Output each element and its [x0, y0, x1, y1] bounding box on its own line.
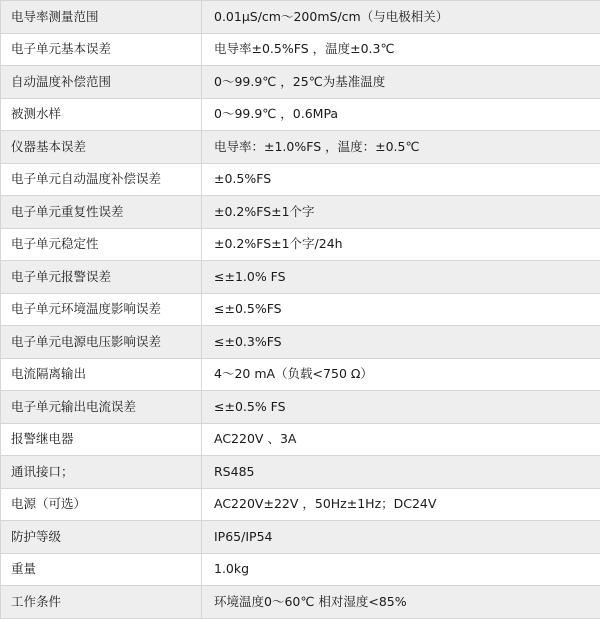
- parameter-value-cell: 1.0kg: [202, 553, 600, 586]
- parameter-value-cell: 环境温度0～60℃ 相对湿度<85%: [202, 586, 600, 619]
- table-row: [1, 228, 600, 261]
- parameter-name-cell: 电导率测量范围: [1, 1, 202, 34]
- parameter-value-cell: ≤±1.0% FS: [202, 261, 600, 294]
- parameter-name-cell: 电子单元重复性误差: [1, 196, 202, 229]
- table-row: [1, 33, 600, 66]
- parameter-name-cell: 电子单元基本误差: [1, 33, 202, 66]
- table-row: [1, 293, 600, 326]
- parameter-name-cell: 自动温度补偿范围: [1, 66, 202, 99]
- parameter-value-cell: 4～20 mA（负载<750 Ω）: [202, 358, 600, 391]
- parameter-name-cell: 报警继电器: [1, 423, 202, 456]
- parameter-name-cell: 被测水样: [1, 98, 202, 131]
- table-row: [1, 358, 600, 391]
- parameter-name-cell: 电子单元稳定性: [1, 228, 202, 261]
- table-row: [1, 196, 600, 229]
- parameter-value-cell: ≤±0.5%FS: [202, 293, 600, 326]
- table-row: [1, 423, 600, 456]
- parameter-value-cell: RS485: [202, 456, 600, 489]
- parameter-value-cell: IP65/IP54: [202, 521, 600, 554]
- parameter-value-cell: ±0.2%FS±1个字/24h: [202, 228, 600, 261]
- table-row: [1, 553, 600, 586]
- table-row: [1, 456, 600, 489]
- table-row: [1, 586, 600, 619]
- parameter-name-cell: 工作条件: [1, 586, 202, 619]
- parameter-name-cell: 电源（可选）: [1, 488, 202, 521]
- table-row: [1, 98, 600, 131]
- parameter-value-cell: 电导率±0.5%FS ，温度±0.3℃: [202, 33, 600, 66]
- parameter-value-cell: 电导率：±1.0%FS ，温度：±0.5℃: [202, 131, 600, 164]
- table-row: [1, 66, 600, 99]
- table-row: [1, 131, 600, 164]
- parameter-name-cell: 电子单元电源电压影响误差: [1, 326, 202, 359]
- table-row: [1, 488, 600, 521]
- table-row: [1, 326, 600, 359]
- parameter-value-cell: ±0.2%FS±1个字: [202, 196, 600, 229]
- parameter-name-cell: 电子单元报警误差: [1, 261, 202, 294]
- table-row: [1, 521, 600, 554]
- table-row: [1, 261, 600, 294]
- parameter-value-cell: AC220V 、3A: [202, 423, 600, 456]
- parameter-value-cell: 0～99.9℃ ，25℃为基准温度: [202, 66, 600, 99]
- parameter-name-cell: 电子单元环境温度影响误差: [1, 293, 202, 326]
- parameter-value-cell: 0.01μS/cm～200mS/cm（与电极相关）: [202, 1, 600, 34]
- parameter-value-cell: ≤±0.5% FS: [202, 391, 600, 424]
- parameter-name-cell: 仪器基本误差: [1, 131, 202, 164]
- parameter-name-cell: 电子单元自动温度补偿误差: [1, 163, 202, 196]
- specification-table-body: [1, 1, 600, 619]
- parameter-value-cell: AC220V±22V ，50Hz±1Hz；DC24V: [202, 488, 600, 521]
- table-row: [1, 391, 600, 424]
- table-row: [1, 163, 600, 196]
- parameter-value-cell: ±0.5%FS: [202, 163, 600, 196]
- parameter-name-cell: 防护等级: [1, 521, 202, 554]
- parameter-value-cell: 0～99.9℃ ，0.6MPa: [202, 98, 600, 131]
- table-row: [1, 1, 600, 34]
- parameter-name-cell: 重量: [1, 553, 202, 586]
- parameter-value-cell: ≤±0.3%FS: [202, 326, 600, 359]
- parameter-name-cell: 通讯接口；: [1, 456, 202, 489]
- parameter-name-cell: 电子单元输出电流误差: [1, 391, 202, 424]
- parameter-name-cell: 电流隔离输出: [1, 358, 202, 391]
